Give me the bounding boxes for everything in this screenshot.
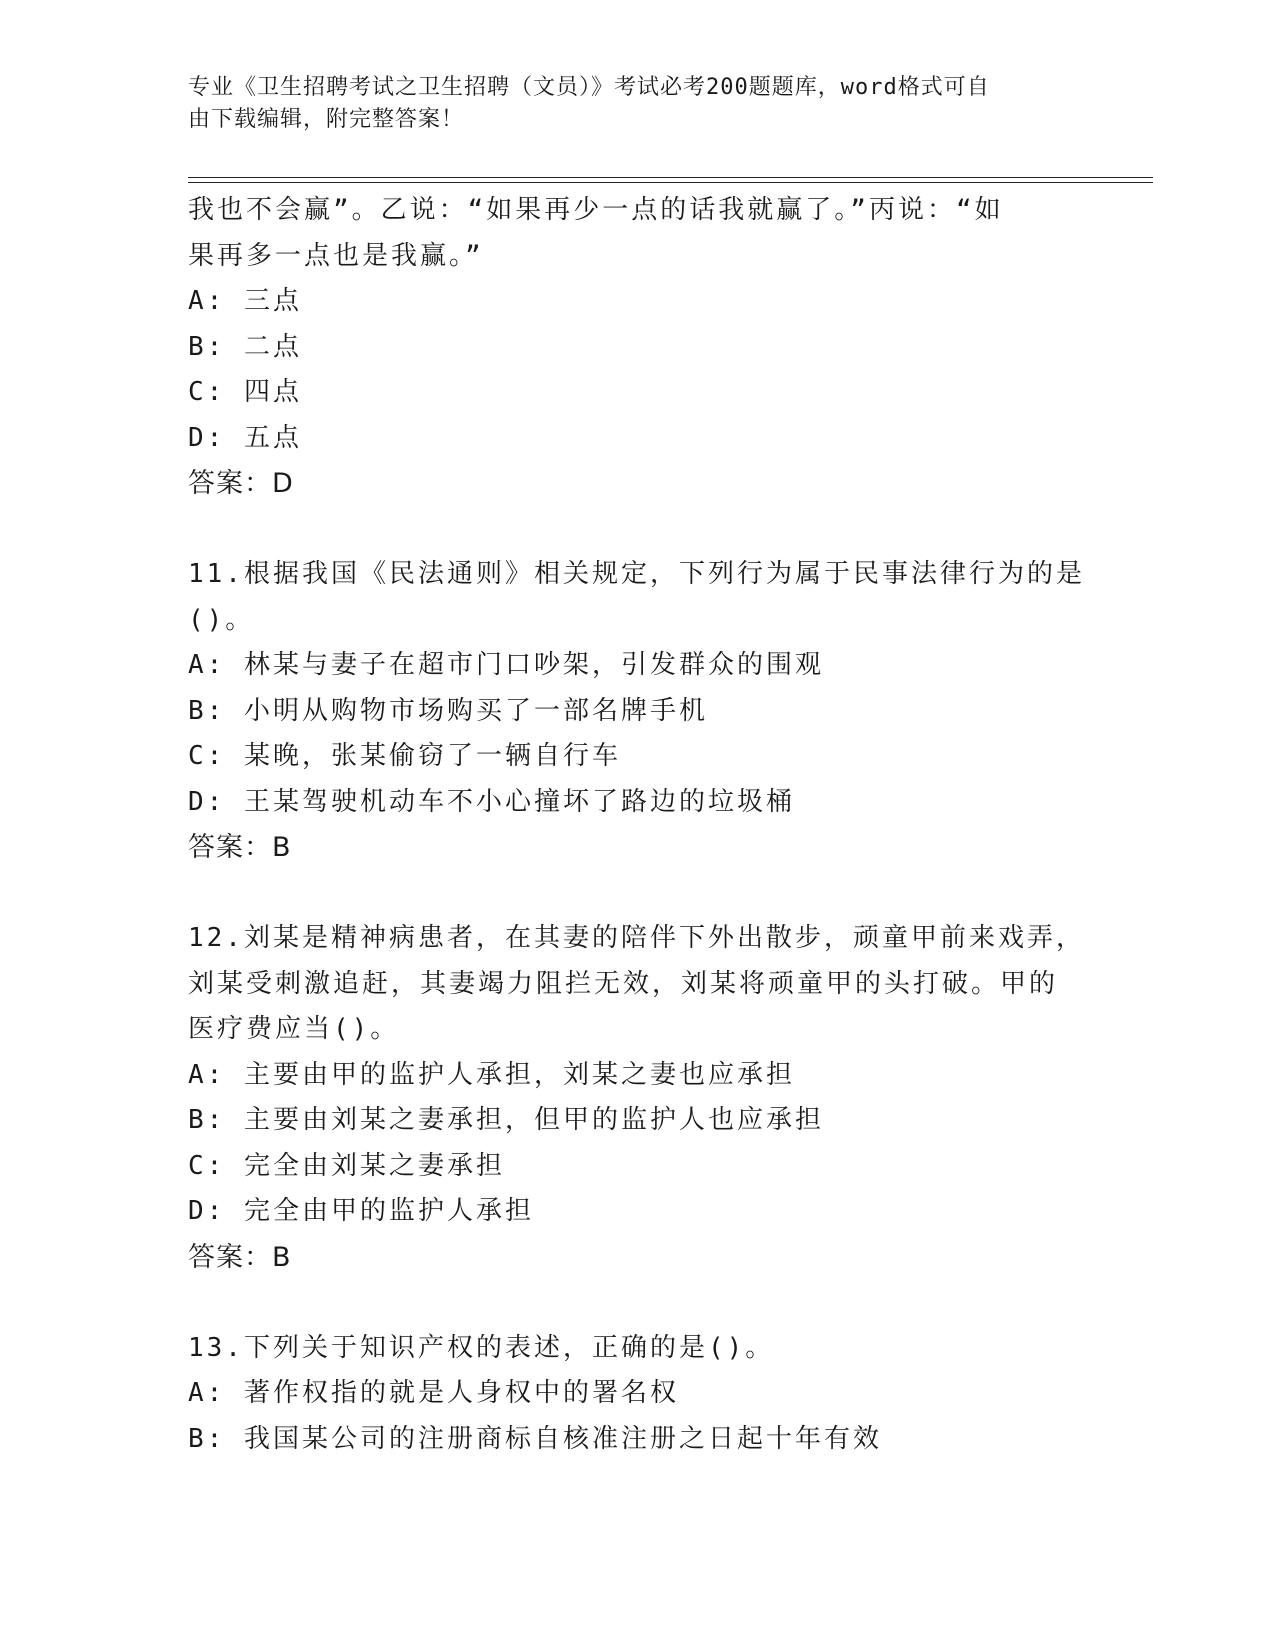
option-a: A: 主要由甲的监护人承担，刘某之妻也应承担 xyxy=(188,1059,795,1090)
option-d: D: 五点 xyxy=(188,422,302,453)
option-b: B: 主要由刘某之妻承担，但甲的监护人也应承担 xyxy=(188,1105,824,1135)
option-a: A: 林某与妻子在超市门口吵架，引发群众的围观 xyxy=(188,650,824,680)
document-body xyxy=(188,188,1088,1462)
question-text-line: 医疗费应当()。 xyxy=(188,1014,400,1044)
question-text-line: ()。 xyxy=(188,604,255,635)
question-13 xyxy=(188,1326,1088,1463)
option-c: C: 某晚，张某偷窃了一辆自行车 xyxy=(188,741,621,771)
option-b: B: 我国某公司的注册商标自核准注册之日起十年有效 xyxy=(188,1423,882,1454)
option-b: B: 二点 xyxy=(188,331,302,362)
header-line-2: 由下载编辑，附完整答案！ xyxy=(188,107,465,132)
header-rule-bottom xyxy=(188,182,1153,183)
document-header xyxy=(188,72,1068,136)
header-rule-top xyxy=(188,177,1153,178)
question-text-line: 12.刘某是精神病患者，在其妻的陪伴下外出散步，顽童甲前来戏弄， xyxy=(188,923,1085,953)
option-c: C: 完全由刘某之妻承担 xyxy=(188,1150,505,1181)
question-12 xyxy=(188,916,1088,1280)
question-text-line: 13.下列关于知识产权的表述，正确的是()。 xyxy=(188,1332,775,1363)
spacer xyxy=(188,871,1088,917)
option-d: D: 完全由甲的监护人承担 xyxy=(188,1196,534,1226)
option-b: B: 小明从购物市场购买了一部名牌手机 xyxy=(188,695,708,726)
spacer xyxy=(188,507,1088,553)
question-text-line: 11.根据我国《民法通则》相关规定，下列行为属于民事法律行为的是 xyxy=(188,559,1085,589)
option-c: C: 四点 xyxy=(188,377,302,407)
option-a: A: 三点 xyxy=(188,286,302,316)
question-10-continued xyxy=(188,188,1088,507)
option-d: D: 王某驾驶机动车不小心撞坏了路边的垃圾桶 xyxy=(188,786,795,817)
option-a: A: 著作权指的就是人身权中的署名权 xyxy=(188,1378,679,1408)
answer-line: 答案：B xyxy=(188,1241,292,1273)
question-text-line: 刘某受刺激追赶，其妻竭力阻拦无效，刘某将顽童甲的头打破。甲的 xyxy=(188,968,1059,999)
question-11 xyxy=(188,552,1088,871)
question-text-line: 我也不会赢”。乙说：“如果再少一点的话我就赢了。”丙说：“如 xyxy=(188,195,1004,225)
answer-line: 答案：B xyxy=(188,832,292,863)
question-text-line: 果再多一点也是我赢。” xyxy=(188,240,484,271)
spacer xyxy=(188,1280,1088,1326)
answer-line: 答案：D xyxy=(188,468,294,499)
header-line-1: 专业《卫生招聘考试之卫生招聘（文员）》考试必考200题题库，word格式可自 xyxy=(188,75,990,100)
